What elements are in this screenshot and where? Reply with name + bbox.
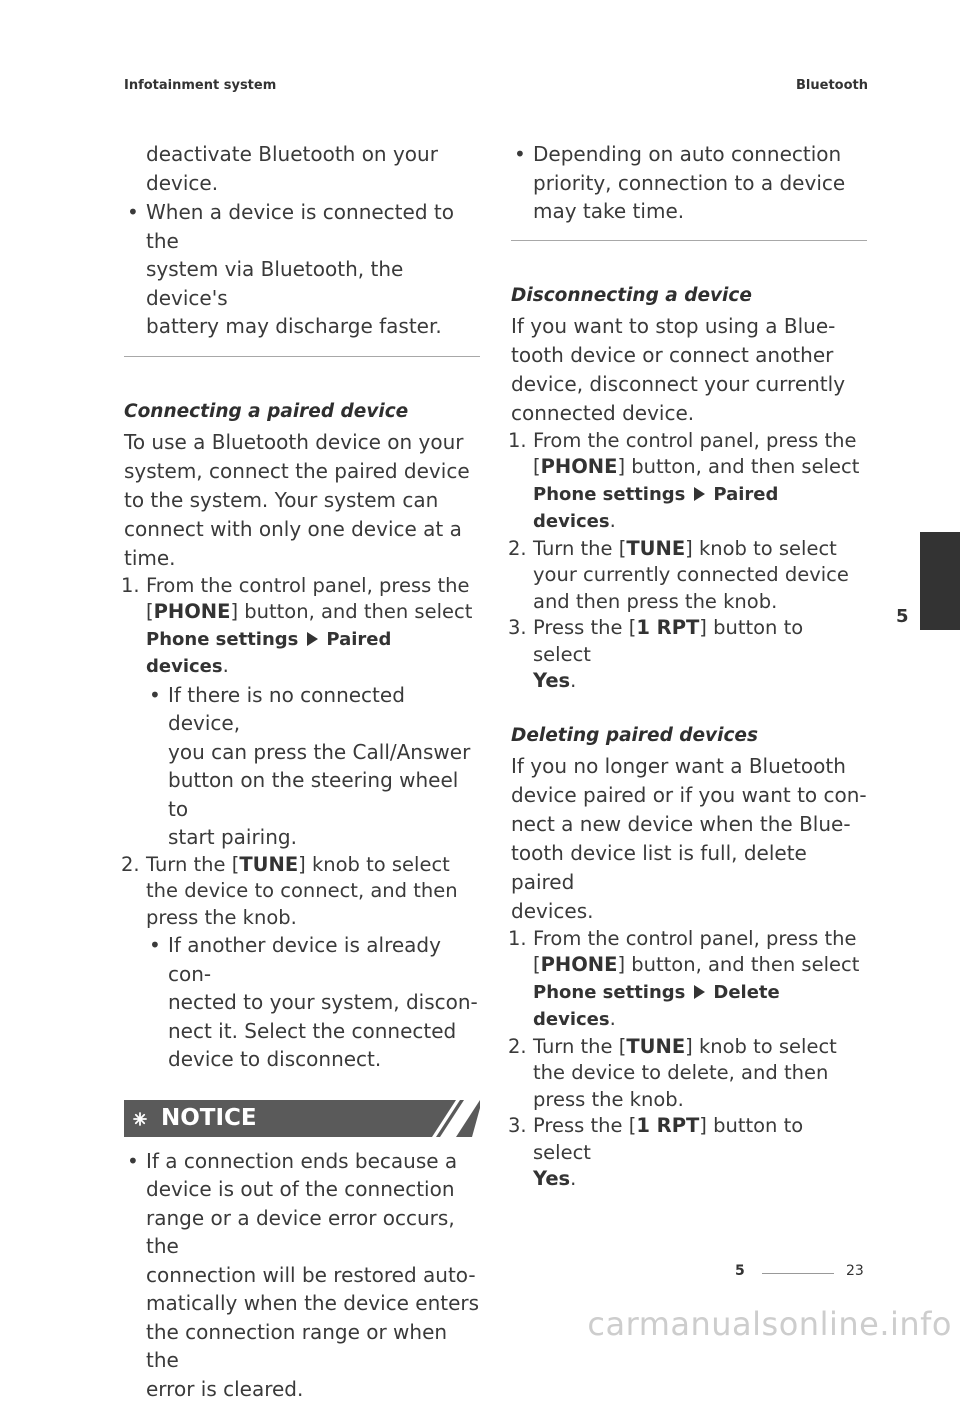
bullet-line: matically when the device enters (146, 1289, 480, 1318)
key-1rpt: 1 RPT (636, 1114, 699, 1137)
bracket-open: [ (533, 455, 541, 478)
intro-line: to the system. Your system can (124, 486, 480, 515)
step-number: 3. (508, 615, 527, 642)
bullet-dot-icon: • (149, 931, 161, 960)
period: . (610, 509, 616, 532)
asterisk-icon (124, 1100, 164, 1137)
step-text: ] knob to select (298, 853, 450, 876)
step-line: From the control panel, press the (533, 428, 867, 455)
key-phone: PHONE (154, 600, 231, 623)
bullet-line: battery may discharge faster. (146, 312, 480, 341)
key-phone: PHONE (541, 455, 618, 478)
bullet-line: If there is no connected device, (168, 681, 480, 738)
chapter-thumb-tab (920, 532, 960, 630)
bullet-line: Depending on auto connection (533, 140, 867, 169)
step-line (533, 1113, 867, 1166)
section-divider (511, 240, 867, 241)
step-text: Turn the [ (533, 1035, 626, 1058)
step-text: ] button, and then select (230, 600, 472, 623)
menu-delete-devices: Delete devices (533, 982, 780, 1031)
step-line (533, 536, 867, 563)
intro-line: connected device. (511, 399, 867, 428)
notice-label: NOTICE (161, 1102, 257, 1135)
bullet-line: system via Bluetooth, the device's (146, 255, 480, 312)
period: . (570, 669, 576, 692)
disconnecting-intro (511, 312, 867, 428)
bullet-dot-icon: • (514, 140, 526, 169)
footer-page-number: 23 (846, 1263, 864, 1279)
intro-line: time. (124, 544, 480, 573)
bracket-open: [ (146, 600, 154, 623)
bullet-line: button on the steering wheel to (168, 766, 480, 823)
step-line: your currently connected device (533, 562, 867, 589)
menu-phone-settings: Phone settings (146, 629, 298, 650)
arrow-right-icon (694, 985, 705, 999)
bullet-line: If another device is already con- (168, 931, 480, 988)
menu-path (533, 979, 867, 1034)
bullet-line: device to disconnect. (168, 1045, 480, 1074)
arrow-right-icon (307, 632, 318, 646)
running-header-topic: Bluetooth (796, 78, 868, 93)
bullet-dot-icon: • (127, 1147, 139, 1176)
chapter-tab-number: 5 (896, 606, 909, 627)
bullet-line: you can press the Call/Answer (168, 738, 480, 767)
step-line (533, 454, 867, 481)
step-text: Turn the [ (533, 537, 626, 560)
step-text: ] knob to select (685, 1035, 837, 1058)
right-column (511, 140, 867, 1193)
step-line (146, 599, 480, 626)
menu-path (533, 481, 867, 536)
disconnect-step-3 (511, 615, 867, 695)
bullet-line: device is out of the connection (146, 1175, 480, 1204)
step2-sub-bullet (124, 931, 480, 1074)
key-1rpt: 1 RPT (636, 616, 699, 639)
step-number: 1. (508, 926, 527, 953)
intro-line: nect a new device when the Blue- (511, 810, 867, 839)
step-number: 2. (508, 1034, 527, 1061)
bullet-line: may take time. (533, 197, 867, 226)
bullet-line: range or a device error occurs, the (146, 1204, 480, 1261)
disconnect-step-1 (511, 428, 867, 536)
intro-line: If you want to stop using a Blue- (511, 312, 867, 341)
delete-step-1 (511, 926, 867, 1034)
step-text: ] button to select (533, 616, 803, 666)
notice-stripes-icon (420, 1100, 480, 1137)
key-tune: TUNE (626, 1035, 685, 1058)
delete-step-2 (511, 1034, 867, 1114)
period: . (610, 1007, 616, 1030)
step-line: press the knob. (146, 905, 480, 932)
footer-chapter: 5 (735, 1263, 745, 1279)
deleting-intro (511, 752, 867, 926)
key-tune: TUNE (626, 537, 685, 560)
step-text: ] button, and then select (617, 455, 859, 478)
footer-divider (762, 1273, 834, 1274)
option-yes: Yes (533, 1167, 570, 1190)
step-line (533, 1034, 867, 1061)
key-tune: TUNE (239, 853, 298, 876)
step-number: 1. (508, 428, 527, 455)
intro-line: system, connect the paired device (124, 457, 480, 486)
connecting-intro (124, 428, 480, 573)
bullet-line: error is cleared. (146, 1375, 480, 1403)
intro-line: tooth device or connect another (511, 341, 867, 370)
intro-line: If you no longer want a Bluetooth (511, 752, 867, 781)
bullet-line: the connection range or when the (146, 1318, 480, 1375)
key-phone: PHONE (541, 953, 618, 976)
step-line (533, 668, 867, 695)
notice-bullet (124, 1147, 480, 1403)
bullet-line: If a connection ends because a (146, 1147, 480, 1176)
period: . (570, 1167, 576, 1190)
bullet-battery (124, 198, 480, 341)
step1-sub-bullet (124, 681, 480, 852)
bullet-line: priority, connection to a device (533, 169, 867, 198)
section-title-connecting: Connecting a paired device (124, 401, 480, 422)
section-divider (124, 356, 480, 357)
bullet-line: When a device is connected to the (146, 198, 480, 255)
bullet-priority (511, 140, 867, 226)
bullet-line: nect it. Select the connected (168, 1017, 480, 1046)
step-line (533, 952, 867, 979)
connect-step-1 (124, 573, 480, 681)
section-title-disconnecting: Disconnecting a device (511, 285, 867, 306)
step-text: ] knob to select (685, 537, 837, 560)
continued-line: deactivate Bluetooth on your (124, 140, 480, 169)
intro-line: device paired or if you want to con- (511, 781, 867, 810)
step-line: press the knob. (533, 1087, 867, 1114)
menu-phone-settings: Phone settings (533, 982, 685, 1003)
step-number: 2. (121, 852, 140, 879)
bullet-dot-icon: • (127, 198, 139, 227)
step-line (146, 852, 480, 879)
disconnect-step-2 (511, 536, 867, 616)
continued-line: device. (124, 169, 480, 198)
bracket-open: [ (533, 953, 541, 976)
section-title-deleting: Deleting paired devices (511, 725, 867, 746)
bullet-line: connection will be restored auto- (146, 1261, 480, 1290)
step-number: 3. (508, 1113, 527, 1140)
connect-step-2 (124, 852, 480, 932)
option-yes: Yes (533, 669, 570, 692)
period: . (223, 654, 229, 677)
left-column (124, 140, 480, 1403)
intro-line: tooth device list is full, delete paired (511, 839, 867, 897)
menu-phone-settings: Phone settings (533, 484, 685, 505)
step-text: ] button, and then select (617, 953, 859, 976)
step-text: ] button to select (533, 1114, 803, 1164)
step-text: Press the [ (533, 1114, 636, 1137)
bullet-dot-icon: • (149, 681, 161, 710)
bullet-line: nected to your system, discon- (168, 988, 480, 1017)
step-text: Turn the [ (146, 853, 239, 876)
menu-paired-devices: Paired devices (533, 484, 778, 533)
notice-banner (124, 1100, 480, 1137)
intro-line: connect with only one device at a (124, 515, 480, 544)
intro-line: devices. (511, 897, 867, 926)
watermark: carmanualsonline.info (587, 1305, 952, 1343)
menu-path (146, 626, 480, 681)
bullet-line: start pairing. (168, 823, 480, 852)
step-line: the device to connect, and then (146, 878, 480, 905)
step-line: From the control panel, press the (146, 573, 480, 600)
menu-paired-devices: Paired devices (146, 629, 391, 678)
step-line: From the control panel, press the (533, 926, 867, 953)
running-header-section: Infotainment system (124, 78, 276, 93)
step-line: and then press the knob. (533, 589, 867, 616)
step-number: 1. (121, 573, 140, 600)
step-line: the device to delete, and then (533, 1060, 867, 1087)
delete-step-3 (511, 1113, 867, 1193)
step-line (533, 615, 867, 668)
step-text: Press the [ (533, 616, 636, 639)
step-line (533, 1166, 867, 1193)
arrow-right-icon (694, 487, 705, 501)
step-number: 2. (508, 536, 527, 563)
intro-line: device, disconnect your currently (511, 370, 867, 399)
intro-line: To use a Bluetooth device on your (124, 428, 480, 457)
